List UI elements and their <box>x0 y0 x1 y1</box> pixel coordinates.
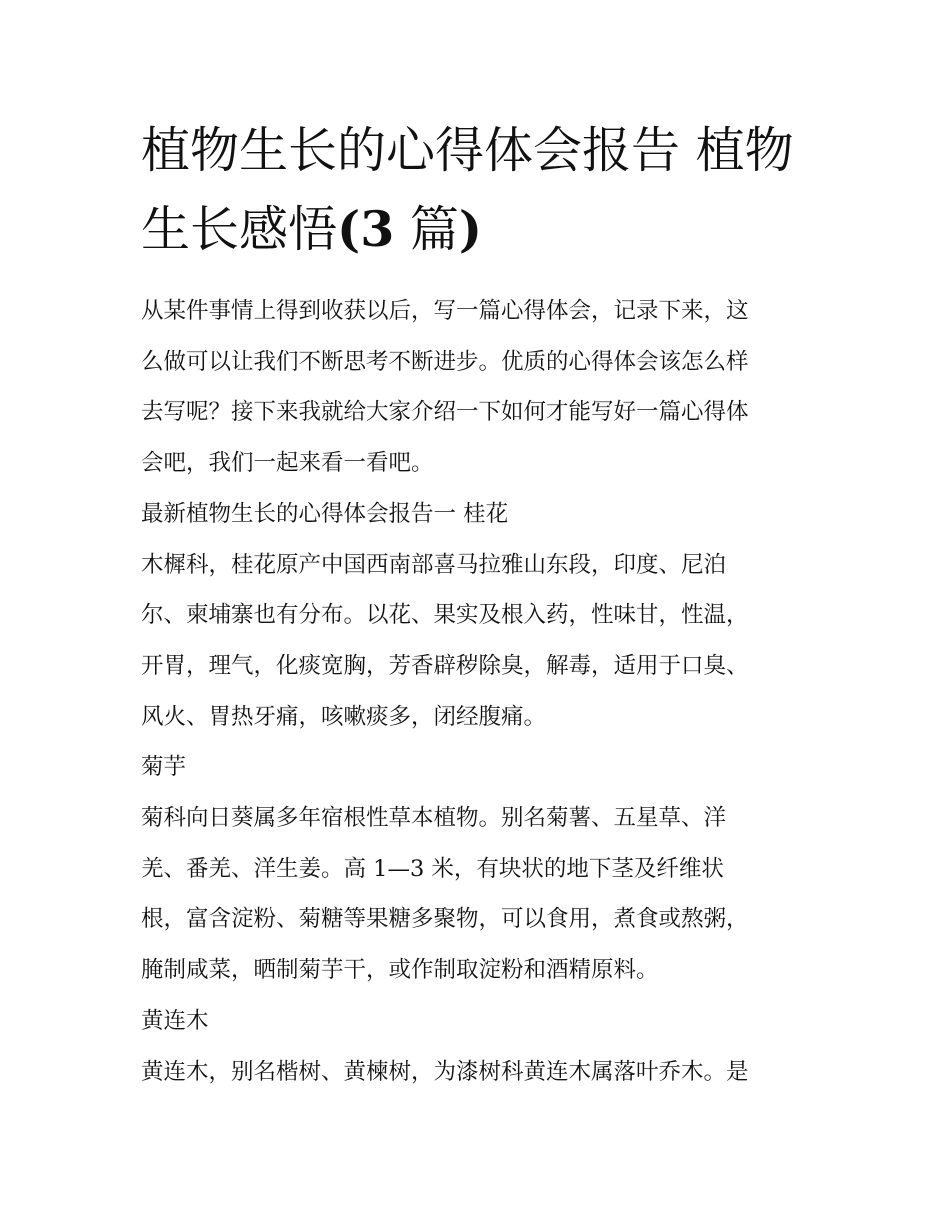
title-count-close: ) <box>458 200 483 258</box>
text-line: 会吧，我们一起来看一看吧。 <box>141 450 434 477</box>
section-heading-osmanthus: 最新植物生长的心得体会报告一 桂花 <box>141 500 509 527</box>
text-line: 腌制咸菜，晒制菊芋干，或作制取淀粉和酒精原料。 <box>141 957 659 984</box>
title-line-1: 植物生长的心得体会报告 植物 <box>141 122 794 179</box>
text-line: 黄连木，别名楷树、黄楝树，为漆树科黄连木属落叶乔木。是 <box>141 1058 749 1085</box>
text-line: 菊科向日葵属多年宿根性草本植物。别名菊薯、五星草、洋 <box>141 805 727 832</box>
section-heading-jerusalem-artichoke: 菊芋 <box>141 754 187 781</box>
text-line: 去写呢？接下来我就给大家介绍一下如何才能写好一篇心得体 <box>141 399 749 426</box>
text-line: 从某件事情上得到收获以后，写一篇心得体会，记录下来，这 <box>141 298 749 324</box>
text-line: 风火、胃热牙痛，咳嗽痰多，闭经腹痛。 <box>141 703 547 730</box>
text-line: 尔、柬埔寨也有分布。以花、果实及根入药，性味甘，性温， <box>141 602 749 629</box>
text-line: 木樨科，桂花原产中国西南部喜马拉雅山东段，印度、尼泊 <box>141 551 727 578</box>
document-title <box>141 112 813 269</box>
document-page <box>141 112 813 1097</box>
title-line-2-text: 生长感悟 <box>141 201 338 258</box>
title-count-open: (3 <box>337 200 395 258</box>
document-body <box>141 286 813 1097</box>
text-line: 开胃，理气，化痰宽胸，芳香辟秽除臭，解毒，适用于口臭、 <box>141 652 749 679</box>
title-count-unit: 篇 <box>394 201 459 258</box>
title-line-2 <box>141 190 813 269</box>
text-line: 羌、番羌、洋生姜。高 1—3 米，有块状的地下茎及纤维状 <box>141 855 724 882</box>
text-line: 根，富含淀粉、菊糖等果糖多聚物，可以食用，煮食或熬粥， <box>141 906 749 933</box>
text-line: 么做可以让我们不断思考不断进步。优质的心得体会该怎么样 <box>141 348 749 375</box>
section-heading-pistacia: 黄连木 <box>141 1007 209 1034</box>
